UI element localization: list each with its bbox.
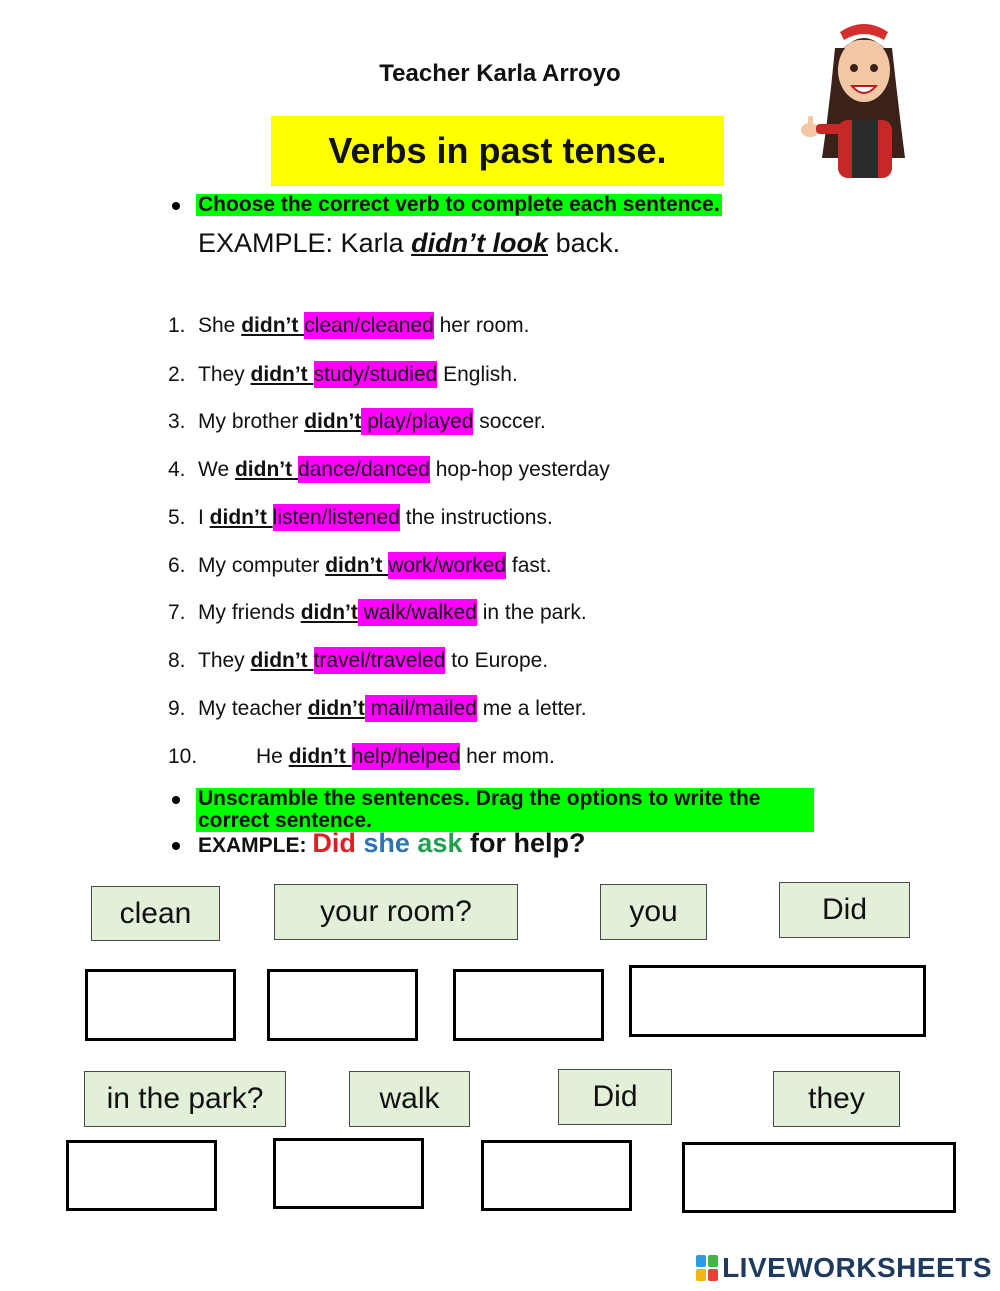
negative-auxiliary: didn’t bbox=[300, 601, 358, 624]
sentence-start: He bbox=[256, 745, 289, 768]
sentence-start: My teacher bbox=[198, 697, 308, 720]
answer-drop-slot[interactable] bbox=[682, 1142, 956, 1213]
sentence-number: 2. bbox=[168, 363, 186, 386]
verb-choice-field[interactable]: clean/cleaned bbox=[304, 314, 434, 337]
bullet-icon bbox=[172, 202, 180, 210]
negative-auxiliary: didn’t bbox=[288, 745, 352, 768]
example-word-she: she bbox=[363, 828, 410, 858]
drag-word-did[interactable]: Did bbox=[558, 1069, 672, 1125]
sentence-number: 3. bbox=[168, 410, 186, 433]
instruction-choose-verb: Choose the correct verb to complete each sentence. bbox=[198, 193, 720, 216]
sentence-number: 8. bbox=[168, 649, 186, 672]
verb-choice-field[interactable]: travel/traveled bbox=[313, 649, 446, 672]
sentence-3 bbox=[168, 409, 546, 435]
drag-word-in-the-park[interactable]: in the park? bbox=[84, 1071, 286, 1127]
liveworksheets-logo-icon bbox=[696, 1255, 718, 1281]
answer-drop-slot[interactable] bbox=[267, 969, 418, 1041]
verb-choice-field[interactable]: listen/listened bbox=[272, 506, 400, 529]
answer-drop-slot[interactable] bbox=[273, 1138, 424, 1209]
negative-auxiliary: didn’t bbox=[250, 649, 314, 672]
negative-auxiliary: didn’t bbox=[241, 314, 305, 337]
sentence-number: 10. bbox=[168, 745, 198, 768]
sentence-start: She bbox=[198, 314, 242, 337]
verb-choice-field[interactable]: walk/walked bbox=[357, 601, 477, 624]
sentence-end: her room. bbox=[433, 314, 530, 337]
sentence-8 bbox=[168, 648, 548, 674]
drag-word-clean[interactable]: clean bbox=[91, 886, 220, 941]
sentence-end: English. bbox=[437, 363, 518, 386]
sentence-6 bbox=[168, 553, 552, 579]
sentence-end: to Europe. bbox=[445, 649, 549, 672]
logo-text: LIVEWORKSHEETS bbox=[722, 1252, 992, 1283]
verb-choice-field[interactable]: play/played bbox=[361, 410, 474, 433]
verb-choice-field[interactable]: dance/danced bbox=[297, 458, 430, 481]
sentence-2 bbox=[168, 362, 518, 388]
example-word-did: Did bbox=[312, 828, 356, 858]
sentence-10 bbox=[168, 744, 555, 770]
liveworksheets-logo bbox=[696, 1252, 992, 1284]
drag-word-your-room[interactable]: your room? bbox=[274, 884, 518, 940]
sentence-end: hop-hop yesterday bbox=[429, 458, 610, 481]
sentence-number: 5. bbox=[168, 506, 186, 529]
answer-drop-slot[interactable] bbox=[453, 969, 604, 1041]
verb-choice-field[interactable]: mail/mailed bbox=[364, 697, 477, 720]
sentence-start: They bbox=[198, 363, 251, 386]
negative-auxiliary: didn’t bbox=[250, 363, 314, 386]
sentence-number: 1. bbox=[168, 314, 186, 337]
bullet-icon bbox=[172, 842, 180, 850]
negative-auxiliary: didn’t bbox=[209, 506, 273, 529]
sentence-number: 7. bbox=[168, 601, 186, 624]
sentence-start: My computer bbox=[198, 554, 326, 577]
answer-drop-slot[interactable] bbox=[66, 1140, 217, 1211]
bullet-icon bbox=[172, 796, 180, 804]
negative-auxiliary: didn’t bbox=[234, 458, 298, 481]
example-suffix: back. bbox=[548, 228, 621, 258]
example-sentence-2 bbox=[198, 828, 585, 859]
verb-choice-field[interactable]: help/helped bbox=[351, 745, 461, 768]
sentence-end: the instructions. bbox=[399, 506, 553, 529]
drag-word-walk[interactable]: walk bbox=[349, 1071, 470, 1127]
sentence-start: They bbox=[198, 649, 251, 672]
instruction-unscramble: Unscramble the sentences. Drag the options to write the correct sentence. bbox=[196, 788, 814, 832]
verb-choice-field[interactable]: study/studied bbox=[313, 363, 438, 386]
teacher-avatar-image bbox=[800, 8, 925, 178]
teacher-name: Teacher Karla Arroyo bbox=[379, 60, 621, 87]
example-word-ask: ask bbox=[417, 828, 463, 858]
drag-word-you[interactable]: you bbox=[600, 884, 707, 940]
drag-word-did[interactable]: Did bbox=[779, 882, 910, 938]
sentence-end: in the park. bbox=[476, 601, 587, 624]
sentence-number: 6. bbox=[168, 554, 186, 577]
sentence-5 bbox=[168, 505, 553, 531]
sentence-start: My brother bbox=[198, 410, 305, 433]
sentence-end: me a letter. bbox=[476, 697, 587, 720]
example-label: EXAMPLE: bbox=[198, 834, 313, 857]
example-word-rest: for help? bbox=[462, 828, 586, 858]
example-verb: didn’t look bbox=[411, 228, 549, 258]
sentence-start: We bbox=[198, 458, 235, 481]
sentence-start: My friends bbox=[198, 601, 301, 624]
sentence-number: 9. bbox=[168, 697, 186, 720]
negative-auxiliary: didn’t bbox=[304, 410, 362, 433]
negative-auxiliary: didn’t bbox=[325, 554, 389, 577]
answer-drop-slot[interactable] bbox=[481, 1140, 632, 1211]
example-sentence-1 bbox=[198, 228, 620, 259]
example-prefix: EXAMPLE: Karla bbox=[198, 228, 412, 258]
sentence-9 bbox=[168, 696, 587, 722]
drag-word-they[interactable]: they bbox=[773, 1071, 900, 1127]
sentence-number: 4. bbox=[168, 458, 186, 481]
sentence-end: her mom. bbox=[460, 745, 555, 768]
worksheet-title bbox=[271, 116, 724, 186]
sentence-end: soccer. bbox=[473, 410, 546, 433]
answer-drop-slot[interactable] bbox=[629, 965, 926, 1037]
verb-choice-field[interactable]: work/worked bbox=[388, 554, 507, 577]
sentence-7 bbox=[168, 600, 587, 626]
answer-drop-slot[interactable] bbox=[85, 969, 236, 1041]
negative-auxiliary: didn’t bbox=[307, 697, 365, 720]
sentence-end: fast. bbox=[506, 554, 552, 577]
sentence-4 bbox=[168, 457, 610, 483]
sentence-1 bbox=[168, 313, 530, 339]
title-text: Verbs in past tense. bbox=[328, 130, 667, 171]
sentence-start: I bbox=[198, 506, 210, 529]
